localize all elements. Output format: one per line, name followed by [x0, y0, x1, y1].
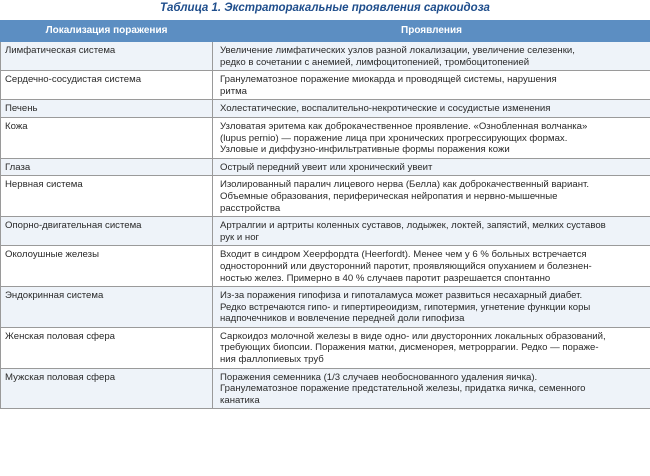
cell-manifestations [213, 71, 650, 100]
manifestation-line: ностью желез. Примерно в 40 % случаев паротит разрешается спонтанно [220, 272, 551, 284]
table-row [1, 100, 650, 118]
manifestation-line: Саркоидоз молочной железы в виде одно- или двусторонних локальных образований, [220, 330, 606, 342]
manifestation-line: ния фаллопиевых труб [220, 354, 324, 366]
cell-manifestations [213, 327, 650, 368]
cell-manifestations [213, 176, 650, 217]
table-row [1, 327, 650, 368]
cell-location: Лимфатическая система [1, 42, 213, 71]
cell-location: Опорно-двигательная система [1, 217, 213, 246]
manifestation-line: Гранулематозное поражение предстательной железы, придатка яичка, семенного [220, 383, 586, 395]
manifestation-line: Артралгии и артриты коленных суставов, лодыжек, локтей, запястий, мелких суставов [220, 220, 606, 232]
manifestation-line: надпочечников и вовлечение передней доли гипофиза [220, 313, 465, 325]
manifestation-line: односторонний или двусторонний паротит, проявляющийся опуханием и болезнен- [220, 260, 592, 272]
cell-location: Глаза [1, 158, 213, 176]
cell-location: Сердечно-сосудистая система [1, 71, 213, 100]
cell-manifestations [213, 42, 650, 71]
column-header-location: Локализация поражения [1, 21, 213, 42]
cell-location: Околоушные железы [1, 246, 213, 287]
table-row [1, 176, 650, 217]
manifestation-line: Объемные образования, периферическая нейропатия и нервно-мышечные [220, 190, 558, 202]
cell-manifestations [213, 217, 650, 246]
table-row [1, 158, 650, 176]
table-header-row [1, 21, 650, 42]
manifestation-line: Узловатая эритема как доброкачественное проявление. «Ознобленная волчанка» [220, 120, 588, 132]
table-caption: Таблица 1. Экстраторакальные проявления саркоидоза [160, 2, 490, 14]
manifestation-line: требующих биопсии. Поражения матки, дисменорея, метроррагии. Редко — пораже- [220, 342, 599, 354]
table-row [1, 217, 650, 246]
cell-manifestations [213, 287, 650, 328]
manifestation-line: Гранулематозное поражение миокарда и проводящей системы, нарушения [220, 74, 557, 86]
manifestation-line: рук и ног [220, 231, 260, 243]
manifestation-line: Холестатические, воспалительно-некротические и сосудистые изменения [220, 103, 551, 115]
cell-location: Мужская половая сфера [1, 368, 213, 409]
manifestation-line: Поражения семенника (1/3 случаев необоснованного удаления яичка). [220, 371, 538, 383]
manifestation-line: расстройства [220, 202, 281, 214]
table-row [1, 287, 650, 328]
sarcoidosis-table [0, 20, 650, 409]
manifestation-line: Увеличение лимфатических узлов разной локализации, увеличение селезенки, [220, 45, 575, 56]
table-row [1, 71, 650, 100]
cell-manifestations [213, 246, 650, 287]
table-row [1, 42, 650, 71]
table-body [1, 42, 650, 409]
cell-location: Эндокринная система [1, 287, 213, 328]
manifestation-line: редко в сочетании с анемией, лимфоцитопенией, тромбоцитопенией [220, 56, 530, 68]
table-row [1, 368, 650, 409]
cell-manifestations [213, 117, 650, 158]
manifestation-line: Узловые и диффузно-инфильтративные формы поражения кожи [220, 144, 510, 156]
manifestation-line: Редко встречаются гипо- и гипертиреоидизм, гипотермия, угнетение функции коры [220, 301, 591, 313]
table-row [1, 117, 650, 158]
cell-manifestations [213, 100, 650, 118]
cell-manifestations [213, 158, 650, 176]
manifestation-line: (lupus pernio) — поражение лица при хронических прогрессирующих формах. [220, 132, 568, 144]
manifestation-line: Входит в синдром Хеерфордта (Heerfordt). Менее чем у 6 % больных встречается [220, 249, 587, 261]
column-header-manifestations: Проявления [213, 21, 650, 42]
cell-location: Нервная система [1, 176, 213, 217]
manifestation-line: Изолированный паралич лицевого нерва (Белла) как доброкачественный вариант. [220, 179, 590, 191]
manifestation-line: Из-за поражения гипофиза и гипоталамуса может развиться несахарный диабет. [220, 290, 583, 302]
cell-manifestations [213, 368, 650, 409]
cell-location: Женская половая сфера [1, 327, 213, 368]
manifestation-line: канатика [220, 394, 260, 406]
table-row [1, 246, 650, 287]
manifestation-line: Острый передний увеит или хронический увеит [220, 161, 433, 173]
cell-location: Печень [1, 100, 213, 118]
manifestation-line: ритма [220, 85, 248, 97]
cell-location: Кожа [1, 117, 213, 158]
